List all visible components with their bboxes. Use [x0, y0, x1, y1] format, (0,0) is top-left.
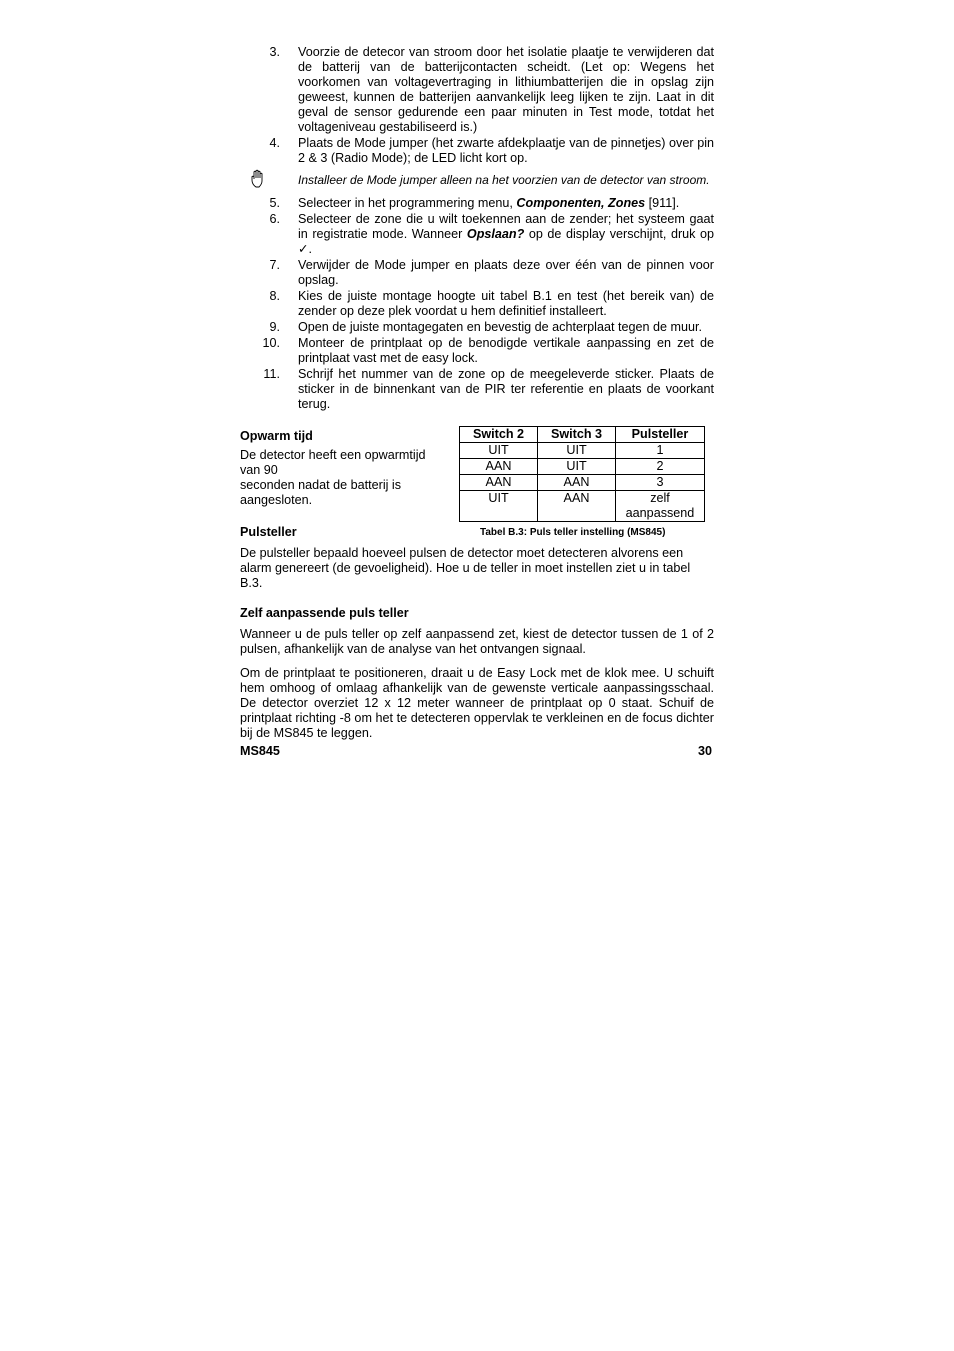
note [240, 173, 714, 188]
pulse-table [459, 426, 705, 522]
selfadjust-heading: Zelf aanpassende puls teller [240, 606, 409, 620]
table-row: UIT UIT 1 [460, 443, 705, 459]
list-item: 6. Selecteer de zone die u wilt toekennen aan de zender; het systeem gaat in registratie mode. Wanneer Opslaan? op de display verschijnt, druk op ✓. [269, 212, 714, 256]
table-header-row: Switch 2 Switch 3 Pulsteller [460, 427, 705, 443]
warmup-heading: Opwarm tijd [240, 429, 313, 443]
warmup-section [240, 426, 714, 546]
document-page [240, 45, 714, 759]
pulsteller-text: De pulsteller bepaald hoeveel pulsen de detector moet detecteren alvorens een alarm genereert (de gevoeligheid). Hoe u de teller in moet instellen ziet u in tabel B.3. [240, 546, 691, 590]
list-item: 7. Verwijder de Mode jumper en plaats deze over één van de pinnen voor opslag. [269, 258, 714, 287]
list-item: 8. Kies de juiste montage hoogte uit tabel B.1 en test (het bereik van) de zender op deze plek voordat u hem definitief installeert. [269, 289, 714, 318]
model-name: MS845 [240, 744, 280, 758]
pulsteller-heading: Pulsteller [240, 525, 297, 539]
steps-list-a [240, 45, 714, 166]
list-item: 4. Plaats de Mode jumper (het zwarte afdekplaatje van de pinnetjes) over pin 2 & 3 (Radio Mode); de LED licht kort op. [269, 136, 714, 165]
table-caption: Tabel B.3: Puls teller instelling (MS845) [480, 527, 666, 538]
page-number: 30 [697, 744, 712, 758]
list-item: 5. Selecteer in het programmering menu, Componenten, Zones [911]. [269, 196, 680, 210]
list-item: 10. Monteer de printplaat op de benodigde vertikale aanpassing en zet de printplaat vast met de easy lock. [262, 336, 714, 365]
table-row: AAN UIT 2 [460, 459, 705, 475]
list-item: 9. Open de juiste montagegaten en bevestig de achterplaat tegen de muur. [269, 320, 702, 334]
warmup-block: Opwarm tijd De detector heeft een opwarmtijd van 90 seconden nadat de batterij is aangesloten. [240, 426, 440, 508]
table-row: UIT AAN zelf aanpassend [460, 491, 705, 522]
note-text: Installeer de Mode jumper alleen na het voorzien van de detector van stroom. [298, 173, 710, 187]
selfadjust-paragraph-1: Wanneer u de puls teller op zelf aanpassend zet, kiest de detector tussen de 1 of 2 pulsen, afhankelijk van de analyse van het ontvangen signaal. [240, 627, 714, 656]
selfadjust-paragraph-2: Om de printplaat te positioneren, draait u de Easy Lock met de klok mee. U schuift hem omhoog of omlaag afhankelijk van de gewenste verticale aanpassingsschaal. De detector overziet 12 x 12 meter wanneer de printplaat op 0 staat. Schuif de printplaat richting -8 om het te detecteren oppervlak te verkleinen en de focus dichter bij de MS845 te leggen. [240, 666, 714, 740]
hand-icon [250, 169, 268, 189]
steps-list-b [240, 196, 714, 412]
page-footer [240, 744, 714, 759]
list-item: 3. Voorzie de detecor van stroom door het isolatie plaatje te verwijderen dat de batterij van de batterijcontacten scheidt. (Let op: Wegens het voorkomen van voltagevertraging in lithiumbatterijen die in opslag zijn geweest, kunnen de batterijen aanvankelijk leeg lijken te zijn. Laat in dit geval de sensor gedurende een paar minuten in Test mode, totdat het voltageniveau gestabiliseerd is.) [269, 45, 714, 134]
table-row: AAN AAN 3 [460, 475, 705, 491]
list-item: 11. Schrijf het nummer van de zone op de meegeleverde sticker. Plaats de sticker in de binnenkant van de PIR ter referentie en plaats de voorkant terug. [263, 367, 714, 411]
